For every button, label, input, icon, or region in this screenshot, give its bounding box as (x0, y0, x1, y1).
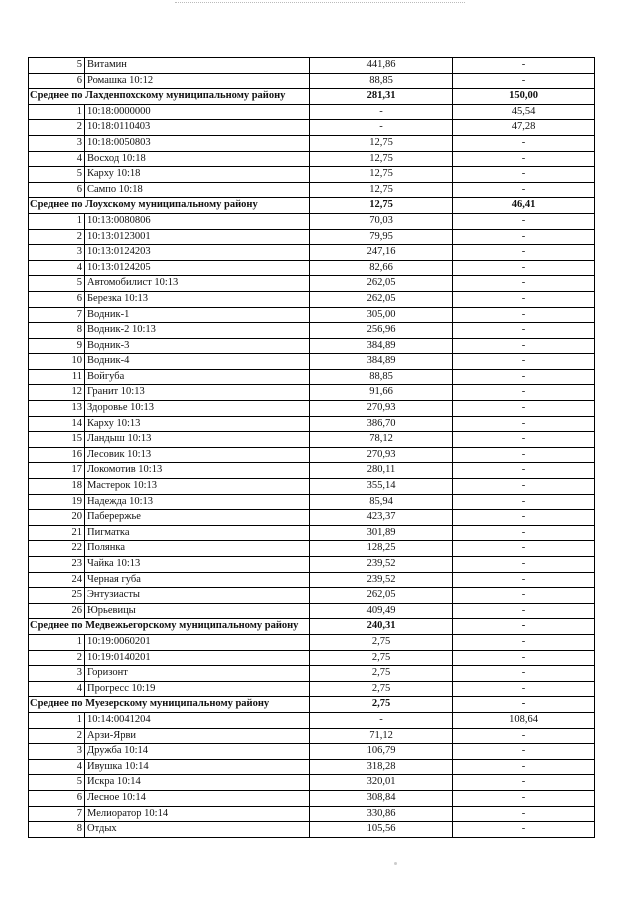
settlement-name: 10:13:0123001 (85, 229, 310, 245)
row-number: 1 (29, 634, 85, 650)
settlement-name: Карху 10:13 (85, 416, 310, 432)
row-number: 2 (29, 728, 85, 744)
value-cell-2: - (453, 323, 595, 339)
value-cell-2: - (453, 463, 595, 479)
value-cell-2: - (453, 681, 595, 697)
value-cell-1: 106,79 (310, 744, 453, 760)
settlement-name: Энтузиасты (85, 588, 310, 604)
value-cell-1: 85,94 (310, 494, 453, 510)
value-cell-1: 256,96 (310, 323, 453, 339)
settlement-name: Восход 10:18 (85, 151, 310, 167)
row-number: 6 (29, 182, 85, 198)
value-cell-1: 105,56 (310, 822, 453, 838)
settlement-name: Черная губа (85, 572, 310, 588)
value-cell-1: 262,05 (310, 588, 453, 604)
table-row (29, 58, 595, 74)
value-cell-1: 88,85 (310, 73, 453, 89)
district-average-row (29, 619, 595, 635)
settlement-name: Полянка (85, 541, 310, 557)
value-cell-1: 240,31 (310, 619, 453, 635)
value-cell-1: 270,93 (310, 401, 453, 417)
settlement-name: Водник-3 (85, 338, 310, 354)
table-row (29, 323, 595, 339)
value-cell-1: - (310, 120, 453, 136)
table-row (29, 588, 595, 604)
value-cell-1: 301,89 (310, 525, 453, 541)
row-number: 21 (29, 525, 85, 541)
settlement-name: Прогресс 10:19 (85, 681, 310, 697)
value-cell-2: - (453, 385, 595, 401)
settlement-name: Искра 10:14 (85, 775, 310, 791)
table-row (29, 557, 595, 573)
row-number: 6 (29, 73, 85, 89)
settlement-name: Ромашка 10:12 (85, 73, 310, 89)
row-number: 5 (29, 167, 85, 183)
value-cell-1: 70,03 (310, 213, 453, 229)
value-cell-1: 239,52 (310, 572, 453, 588)
row-number: 5 (29, 775, 85, 791)
value-cell-2: - (453, 401, 595, 417)
value-cell-2: - (453, 728, 595, 744)
value-cell-1: 270,93 (310, 447, 453, 463)
value-cell-1: 409,49 (310, 603, 453, 619)
settlement-name: Локомотив 10:13 (85, 463, 310, 479)
table-row (29, 135, 595, 151)
row-number: 18 (29, 479, 85, 495)
value-cell-2: - (453, 307, 595, 323)
value-cell-2: - (453, 775, 595, 791)
row-number: 22 (29, 541, 85, 557)
value-cell-2: - (453, 697, 595, 713)
value-cell-1: 281,31 (310, 89, 453, 105)
settlement-name: Надежда 10:13 (85, 494, 310, 510)
value-cell-2: - (453, 338, 595, 354)
settlement-name: Войгуба (85, 369, 310, 385)
value-cell-1: 239,52 (310, 557, 453, 573)
table-row (29, 385, 595, 401)
value-cell-1: 386,70 (310, 416, 453, 432)
row-number: 3 (29, 135, 85, 151)
value-cell-2: - (453, 634, 595, 650)
value-cell-1: - (310, 104, 453, 120)
value-cell-1: 12,75 (310, 135, 453, 151)
value-cell-2: 108,64 (453, 712, 595, 728)
value-cell-2: - (453, 213, 595, 229)
table-row (29, 822, 595, 838)
table-row (29, 447, 595, 463)
settlement-name: Горизонт (85, 666, 310, 682)
value-cell-2: - (453, 354, 595, 370)
value-cell-2: - (453, 229, 595, 245)
row-number: 7 (29, 806, 85, 822)
value-cell-2: - (453, 369, 595, 385)
value-cell-2: - (453, 151, 595, 167)
value-cell-1: 12,75 (310, 167, 453, 183)
settlement-name: Мелиоратор 10:14 (85, 806, 310, 822)
settlement-name: Чайка 10:13 (85, 557, 310, 573)
settlement-name: Дружба 10:14 (85, 744, 310, 760)
value-cell-2: - (453, 167, 595, 183)
row-number: 6 (29, 790, 85, 806)
row-number: 15 (29, 432, 85, 448)
row-number: 23 (29, 557, 85, 573)
row-number: 3 (29, 245, 85, 261)
row-number: 1 (29, 712, 85, 728)
table-row (29, 712, 595, 728)
table-row (29, 338, 595, 354)
settlement-name: Витамин (85, 58, 310, 74)
settlement-name: 10:18:0110403 (85, 120, 310, 136)
value-cell-1: 128,25 (310, 541, 453, 557)
value-cell-1: 2,75 (310, 666, 453, 682)
row-number: 17 (29, 463, 85, 479)
row-number: 2 (29, 650, 85, 666)
row-number: 1 (29, 104, 85, 120)
value-cell-2: 47,28 (453, 120, 595, 136)
value-cell-2: - (453, 541, 595, 557)
value-cell-1: 320,01 (310, 775, 453, 791)
row-number: 26 (29, 603, 85, 619)
value-cell-1: 2,75 (310, 697, 453, 713)
value-cell-1: 262,05 (310, 291, 453, 307)
value-cell-2: - (453, 650, 595, 666)
table-row (29, 213, 595, 229)
value-cell-1: 88,85 (310, 369, 453, 385)
table-row (29, 572, 595, 588)
table-row (29, 167, 595, 183)
scan-artifact (175, 2, 465, 4)
value-cell-1: - (310, 712, 453, 728)
row-number: 9 (29, 338, 85, 354)
row-number: 1 (29, 213, 85, 229)
settlement-name: Юрьевицы (85, 603, 310, 619)
value-cell-2: - (453, 822, 595, 838)
value-cell-2: - (453, 557, 595, 573)
table-row (29, 354, 595, 370)
settlement-name: Лесное 10:14 (85, 790, 310, 806)
row-number: 3 (29, 666, 85, 682)
value-cell-1: 330,86 (310, 806, 453, 822)
row-number: 7 (29, 307, 85, 323)
row-number: 20 (29, 510, 85, 526)
value-cell-2: - (453, 790, 595, 806)
table-row (29, 666, 595, 682)
value-cell-1: 12,75 (310, 151, 453, 167)
table-row (29, 728, 595, 744)
settlement-name: Ивушка 10:14 (85, 759, 310, 775)
table-body (29, 58, 595, 838)
settlement-name: 10:18:0050803 (85, 135, 310, 151)
table-row (29, 541, 595, 557)
value-cell-2: - (453, 806, 595, 822)
value-cell-2: - (453, 291, 595, 307)
table-row (29, 291, 595, 307)
settlement-name: Гранит 10:13 (85, 385, 310, 401)
district-average-row (29, 198, 595, 214)
data-table (28, 57, 595, 838)
settlement-name: Водник-4 (85, 354, 310, 370)
row-number: 11 (29, 369, 85, 385)
value-cell-1: 423,37 (310, 510, 453, 526)
table-row (29, 369, 595, 385)
value-cell-2: - (453, 572, 595, 588)
value-cell-2: - (453, 73, 595, 89)
row-number: 12 (29, 385, 85, 401)
value-cell-1: 247,16 (310, 245, 453, 261)
table-row (29, 510, 595, 526)
row-number: 4 (29, 151, 85, 167)
value-cell-2: 150,00 (453, 89, 595, 105)
district-average-label: Среднее по Медвежьегорскому муниципальному району (29, 619, 310, 635)
value-cell-2: - (453, 245, 595, 261)
table-row (29, 120, 595, 136)
value-cell-2: - (453, 58, 595, 74)
table-row (29, 603, 595, 619)
table-row (29, 479, 595, 495)
row-number: 5 (29, 58, 85, 74)
table-row (29, 744, 595, 760)
table-row (29, 759, 595, 775)
value-cell-1: 308,84 (310, 790, 453, 806)
value-cell-1: 2,75 (310, 634, 453, 650)
table-row (29, 104, 595, 120)
value-cell-1: 318,28 (310, 759, 453, 775)
scan-artifact (394, 862, 397, 865)
settlement-name: Паберержье (85, 510, 310, 526)
row-number: 4 (29, 260, 85, 276)
settlement-name: Водник-1 (85, 307, 310, 323)
row-number: 25 (29, 588, 85, 604)
value-cell-2: - (453, 619, 595, 635)
settlement-name: Пигматка (85, 525, 310, 541)
table-row (29, 525, 595, 541)
value-cell-1: 71,12 (310, 728, 453, 744)
value-cell-1: 82,66 (310, 260, 453, 276)
row-number: 2 (29, 229, 85, 245)
row-number: 10 (29, 354, 85, 370)
value-cell-1: 384,89 (310, 338, 453, 354)
table-row (29, 416, 595, 432)
district-average-label: Среднее по Лахденпохскому муниципальному району (29, 89, 310, 105)
row-number: 5 (29, 276, 85, 292)
value-cell-1: 79,95 (310, 229, 453, 245)
settlement-name: Березка 10:13 (85, 291, 310, 307)
table-row (29, 681, 595, 697)
settlement-name: Ландыш 10:13 (85, 432, 310, 448)
row-number: 13 (29, 401, 85, 417)
value-cell-2: - (453, 525, 595, 541)
value-cell-1: 305,00 (310, 307, 453, 323)
value-cell-2: - (453, 510, 595, 526)
value-cell-2: - (453, 759, 595, 775)
value-cell-1: 2,75 (310, 681, 453, 697)
table-row (29, 73, 595, 89)
table-row (29, 276, 595, 292)
table-row (29, 790, 595, 806)
value-cell-2: - (453, 588, 595, 604)
table-row (29, 463, 595, 479)
row-number: 8 (29, 822, 85, 838)
settlement-name: 10:19:0140201 (85, 650, 310, 666)
table-row (29, 307, 595, 323)
value-cell-1: 441,86 (310, 58, 453, 74)
district-average-row (29, 89, 595, 105)
row-number: 16 (29, 447, 85, 463)
value-cell-2: - (453, 276, 595, 292)
value-cell-2: 46,41 (453, 198, 595, 214)
value-cell-2: - (453, 447, 595, 463)
value-cell-2: - (453, 416, 595, 432)
table-row (29, 182, 595, 198)
row-number: 3 (29, 744, 85, 760)
table-row (29, 650, 595, 666)
settlement-name: 10:14:0041204 (85, 712, 310, 728)
district-average-label: Среднее по Лоухскому муниципальному району (29, 198, 310, 214)
value-cell-2: - (453, 260, 595, 276)
settlement-name: Сампо 10:18 (85, 182, 310, 198)
table-row (29, 151, 595, 167)
table-row (29, 806, 595, 822)
value-cell-2: - (453, 479, 595, 495)
value-cell-1: 280,11 (310, 463, 453, 479)
table-row (29, 634, 595, 650)
value-cell-2: - (453, 666, 595, 682)
table-row (29, 260, 595, 276)
district-average-row (29, 697, 595, 713)
value-cell-1: 78,12 (310, 432, 453, 448)
value-cell-1: 12,75 (310, 182, 453, 198)
value-cell-2: - (453, 603, 595, 619)
value-cell-2: - (453, 432, 595, 448)
table-row (29, 401, 595, 417)
row-number: 4 (29, 681, 85, 697)
row-number: 8 (29, 323, 85, 339)
value-cell-1: 91,66 (310, 385, 453, 401)
table-row (29, 494, 595, 510)
settlement-name: 10:13:0080806 (85, 213, 310, 229)
row-number: 4 (29, 759, 85, 775)
row-number: 24 (29, 572, 85, 588)
table-row (29, 245, 595, 261)
table-row (29, 229, 595, 245)
row-number: 14 (29, 416, 85, 432)
settlement-name: Карху 10:18 (85, 167, 310, 183)
row-number: 6 (29, 291, 85, 307)
row-number: 2 (29, 120, 85, 136)
table-row (29, 432, 595, 448)
settlement-name: Здоровье 10:13 (85, 401, 310, 417)
settlement-name: Автомобилист 10:13 (85, 276, 310, 292)
settlement-name: 10:13:0124205 (85, 260, 310, 276)
settlement-name: Отдых (85, 822, 310, 838)
value-cell-1: 384,89 (310, 354, 453, 370)
settlement-name: Арзи-Ярви (85, 728, 310, 744)
settlement-name: 10:19:0060201 (85, 634, 310, 650)
district-average-label: Среднее по Муезерскому муниципальному району (29, 697, 310, 713)
settlement-name: 10:13:0124203 (85, 245, 310, 261)
row-number: 19 (29, 494, 85, 510)
settlement-name: Водник-2 10:13 (85, 323, 310, 339)
value-cell-2: - (453, 494, 595, 510)
value-cell-2: - (453, 744, 595, 760)
settlement-name: Мастерок 10:13 (85, 479, 310, 495)
settlement-name: 10:18:0000000 (85, 104, 310, 120)
table-row (29, 775, 595, 791)
value-cell-1: 355,14 (310, 479, 453, 495)
value-cell-1: 2,75 (310, 650, 453, 666)
value-cell-2: - (453, 135, 595, 151)
value-cell-1: 12,75 (310, 198, 453, 214)
value-cell-2: 45,54 (453, 104, 595, 120)
value-cell-1: 262,05 (310, 276, 453, 292)
settlement-name: Лесовик 10:13 (85, 447, 310, 463)
value-cell-2: - (453, 182, 595, 198)
